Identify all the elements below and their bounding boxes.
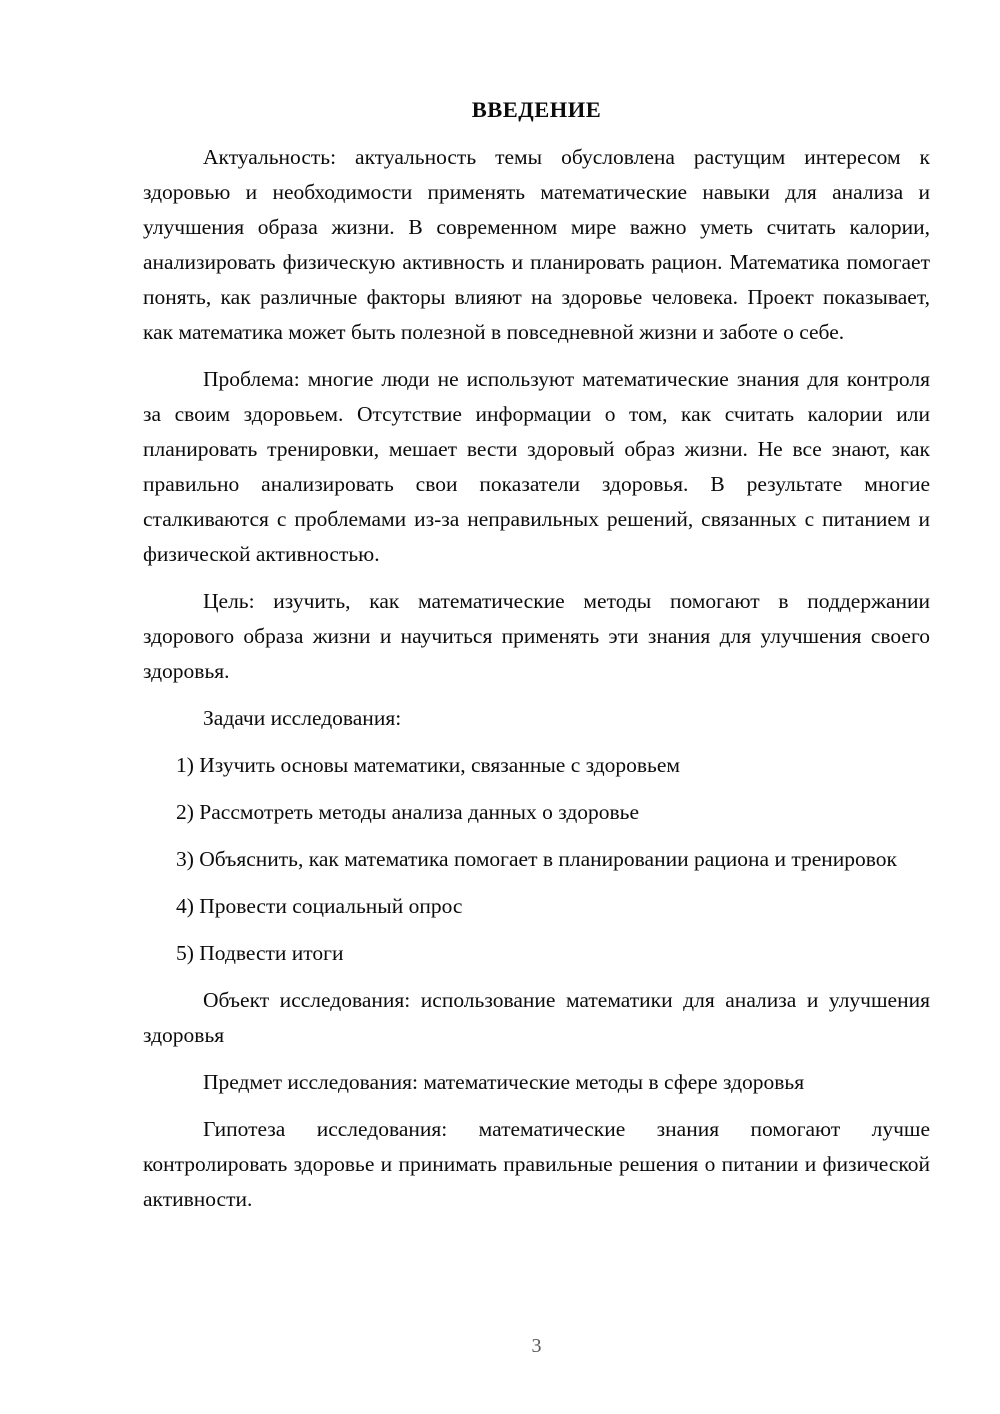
paragraph-relevance: Актуальность: актуальность темы обусловлена растущим интересом к здоровью и необходимости применять математические навыки для анализа и улучшения образа жизни. В современном мире важно уметь считать калории, анализировать физическую активность и планировать рацион. Математика помогает понять, как различные факторы влияют на здоровье человека. Проект показывает, как математика может быть полезной в повседневной жизни и заботе о себе.: [143, 145, 930, 344]
task-item-2: 2) Рассмотреть методы анализа данных о здоровье: [176, 800, 640, 824]
task-item-5: 5) Подвести итоги: [176, 941, 344, 965]
page-title: ВВЕДЕНИЕ: [471, 97, 602, 122]
page-number: 3: [531, 1335, 542, 1357]
paragraph-problem: Проблема: многие люди не используют математические знания для контроля за своим здоровьем. Отсутствие информации о том, как считать калории или планировать тренировки, мешает вести здоровый образ жизни. Не все знают, как правильно анализировать свои показатели здоровья. В результате многие сталкиваются с проблемами из-за неправильных решений, связанных с питанием и физической активностью.: [143, 367, 930, 566]
paragraph-goal: Цель: изучить, как математические методы помогают в поддержании здорового образа жизни и научиться применять эти знания для улучшения своего здоровья.: [143, 589, 930, 683]
paragraph-object: Объект исследования: использование математики для анализа и улучшения здоровья: [143, 988, 930, 1047]
task-item-3: 3) Объяснить, как математика помогает в планировании рациона и тренировок: [176, 847, 897, 871]
task-item-4: 4) Провести социальный опрос: [176, 894, 463, 918]
tasks-heading: Задачи исследования:: [203, 706, 402, 730]
paragraph-hypothesis: Гипотеза исследования: математические знания помогают лучше контролировать здоровье и принимать правильные решения о питании и физической активности.: [143, 1117, 930, 1211]
task-item-1: 1) Изучить основы математики, связанные с здоровьем: [176, 753, 681, 777]
paragraph-subject: Предмет исследования: математические методы в сфере здоровья: [203, 1070, 805, 1094]
